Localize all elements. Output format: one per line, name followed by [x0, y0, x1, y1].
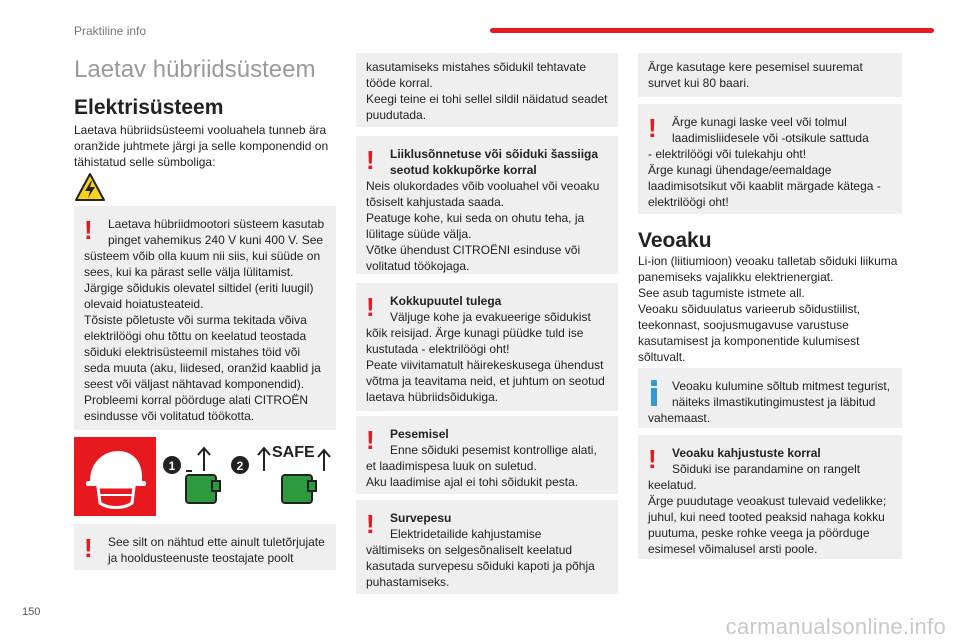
- header-accent-bar: [490, 28, 934, 33]
- warning-box-battery-damage: ! Veoaku kahjustuste korral Sõiduki ise parandamine on rangelt keelatud. Ärge puudutage veoakust tulevaid vedelikke; juhul, kui need tooted peaksid nahaga kokku puutuma, peske rohke veega ja pöörduge esimesel võimalusel arsti poole.: [638, 435, 902, 559]
- svg-text:SAFE: SAFE: [272, 444, 315, 461]
- exclamation-icon: !: [366, 145, 375, 175]
- exclamation-icon: !: [648, 113, 657, 143]
- exclamation-icon: !: [366, 425, 375, 455]
- high-voltage-warning-icon: [74, 172, 106, 202]
- warning-box-pressure-limit: Ärge kasutage kere pesemisel suuremat survet kui 80 baari.: [638, 53, 902, 97]
- svg-text:1: 1: [168, 459, 176, 473]
- info-icon: [651, 380, 657, 406]
- warning-box-water-dust: ! Ärge kunagi laske veel või tolmul laadimisliidesele või -otsikule sattuda - elektrilöögi või tulekahju oht! Ärge kunagi ühendage/eemaldage laadimisotsikut või kaablit märgade kätega - elektrilöögi oht!: [638, 104, 902, 214]
- warning-box-fire: ! Kokkupuutel tulega Väljuge kohe ja evakueerige sõidukist kõik reisijad. Ärge kunagi püüdke tuld ise kustutada - elektrilöögi oht! Peate viivitamatult häirekeskusega ühendust võtma ja teavitama neid, et juhtum on seotud laetava hübriidsõidukiga.: [356, 283, 618, 411]
- info-box-battery-wear: Veoaku kulumine sõltub mitmest tegurist, näiteks ilmastikutingimustest ja läbitud vahemaast.: [638, 368, 902, 428]
- chapter-header: Praktiline info: [74, 24, 147, 38]
- intro-paragraph: Laetava hübriidsüsteemi vooluahela tunneb ära oranžide juhtmete järgi ja selle komponendid on tähistatud selle sümboliga:: [74, 123, 329, 169]
- warning-box-crash: ! Liiklusõnnetuse või sõiduki šassiiga seotud kokkupõrke korral Neis olukordades võib vooluahel või veoaku tõsiselt kahjustada saada. Peatuge kohe, kui seda on ohutu teha, ja lülitage süüde välja. Võtke ühendust CITROËNI esinduse või volitatud töökojaga.: [356, 136, 618, 274]
- exclamation-icon: !: [366, 509, 375, 539]
- svg-text:2: 2: [236, 459, 244, 473]
- page-number: 150: [22, 606, 41, 618]
- exclamation-icon: !: [84, 533, 93, 563]
- section-title: Laetav hübriidsüsteem: [74, 56, 316, 83]
- firefighter-label-figure: [74, 437, 336, 516]
- exclamation-icon: !: [648, 444, 657, 474]
- exclamation-icon: !: [366, 292, 375, 322]
- warning-box-pressure-washing: ! Survepesu Elektridetailide kahjustamise vältimiseks on selgesõnaliselt keelatud kasutada survepesu sõiduki kapoti ja põhja puhastamiseks.: [356, 500, 618, 594]
- heading-veoaku: Veoaku: [638, 229, 712, 252]
- veoaku-paragraph: Li-ion (liitiumioon) veoaku talletab sõiduki liikuma panemiseks vajalikku elektrienergiat. See asub tagumiste istmete all. Veoaku sõiduulatus varieerub sõidustiilist, teekonnast, soojusmugavuse varustuse kasutamisest ja komponentide kulumisest sõltuvalt.: [638, 254, 898, 364]
- exclamation-icon: !: [84, 215, 93, 245]
- warning-box-high-voltage: ! Laetava hübriidmootori süsteem kasutab pinget vahemikus 240 V kuni 400 V. See süsteem võib olla kuum nii siis, kui süüde on sees, kui ka pärast selle välja lülitamist. Järgige sõidukis olevatel siltidel (eriti luugil) olevaid hoiatusteateid. Tõsiste põletuste või surma tekitada võiva elektrilöögi ohu tõttu on keelatud teostada sõiduki elektrisüsteemil mistahes töid või seda muuta (aku, liidesed, oranžid kaablid ja seest või väljast nähtavad komponendid). Probleemi korral pöörduge alati CITROËN esindusse või volitatud töökotta.: [74, 206, 336, 430]
- watermark: carmanualsonline.info: [725, 614, 946, 639]
- warning-box-continued: kasutamiseks mistahes sõidukil tehtavate tööde korral. Keegi teine ei tohi sellel sildil näidatud seadet puudutada.: [356, 53, 618, 127]
- heading-elektrisysteem: Elektrisüsteem: [74, 96, 224, 119]
- warning-box-label-use: ! See silt on nähtud ette ainult tuletõrjujate ja hooldusteenuste teostajate poolt: [74, 524, 336, 570]
- warning-box-washing: ! Pesemisel Enne sõiduki pesemist kontrollige alati, et laadimispesa luuk on suletud. Aku laadimise ajal ei tohi sõidukit pesta.: [356, 416, 618, 494]
